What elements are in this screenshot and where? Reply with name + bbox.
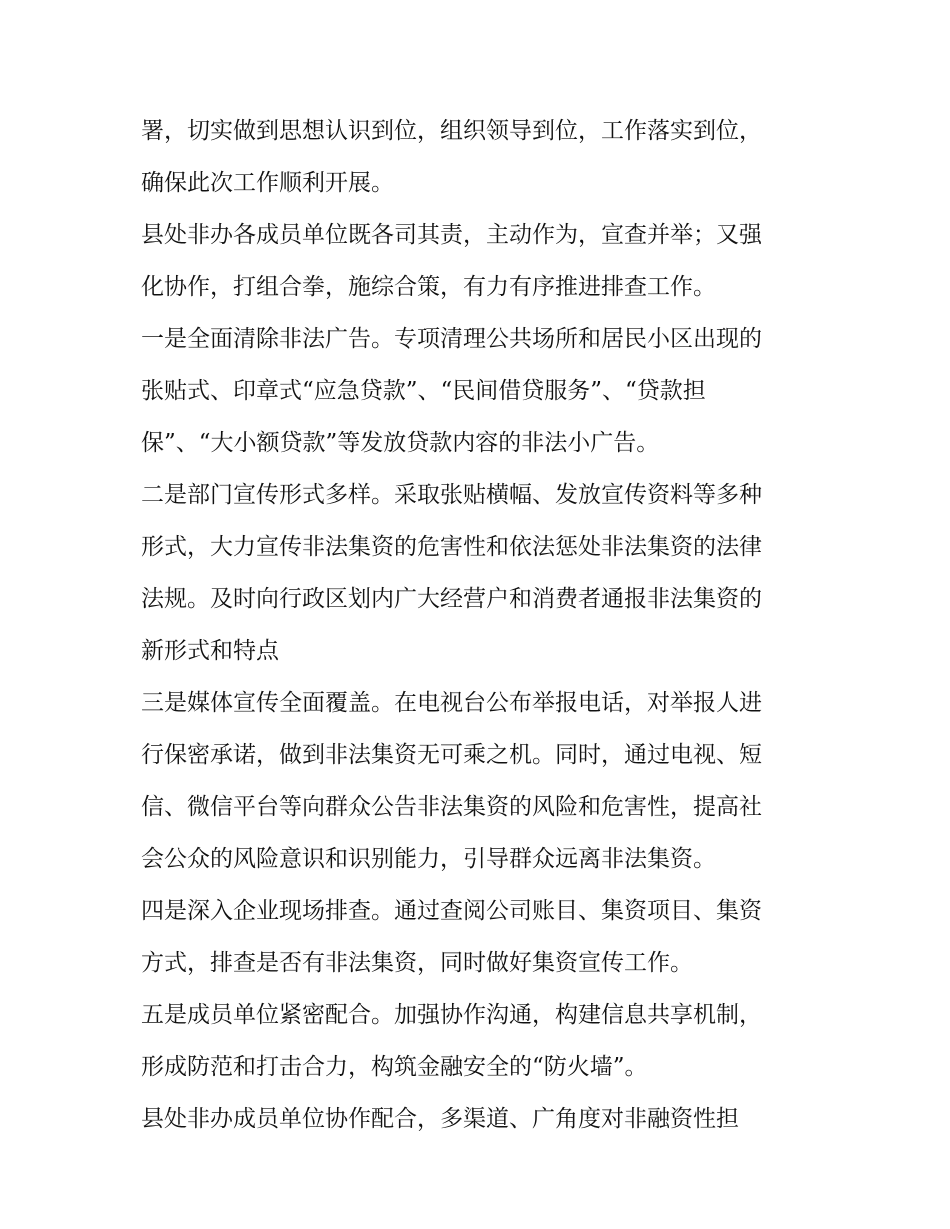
text-line: 信、微信平台等向群众公告非法集资的风险和危害性，提高社 (141, 794, 762, 820)
text-line: 张贴式、印章式“应急贷款”、“民间借贷服务”、“贷款担 (141, 378, 706, 404)
text-line: 县处非办成员单位协作配合，多渠道、广角度对非融资性担 (141, 1106, 739, 1132)
text-line: 会公众的风险意识和识别能力，引导群众远离非法集资。 (141, 846, 716, 872)
text-line: 方式，排查是否有非法集资，同时做好集资宣传工作。 (141, 950, 693, 976)
text-line: 四是深入企业现场排查。通过查阅公司账目、集资项目、集资 (141, 898, 762, 924)
text-line: 一是全面清除非法广告。专项清理公共场所和居民小区出现的 (141, 326, 762, 352)
text-line: 化协作，打组合拳，施综合策，有力有序推进排查工作。 (141, 274, 716, 300)
text-line: 新形式和特点 (141, 638, 279, 664)
text-line: 确保此次工作顺利开展。 (141, 170, 394, 196)
text-line: 法规。及时向行政区划内广大经营户和消费者通报非法集资的 (141, 586, 762, 612)
document-body (141, 105, 831, 1145)
text-line: 行保密承诺，做到非法集资无可乘之机。同时，通过电视、短 (141, 742, 762, 768)
text-line: 三是媒体宣传全面覆盖。在电视台公布举报电话，对举报人进 (141, 690, 762, 716)
text-line: 形式，大力宣传非法集资的危害性和依法惩处非法集资的法律 (141, 534, 762, 560)
text-line: 署，切实做到思想认识到位，组织领导到位，工作落实到位， (141, 118, 762, 144)
text-line: 保”、“大小额贷款”等发放贷款内容的非法小广告。 (141, 430, 660, 456)
text-line: 形成防范和打击合力，构筑金融安全的“防火墙”。 (141, 1054, 648, 1080)
text-line: 县处非办各成员单位既各司其责，主动作为，宣查并举；又强 (141, 222, 762, 248)
text-line: 二是部门宣传形式多样。采取张贴横幅、发放宣传资料等多种 (141, 482, 762, 508)
text-line: 五是成员单位紧密配合。加强协作沟通，构建信息共享机制， (141, 1002, 762, 1028)
